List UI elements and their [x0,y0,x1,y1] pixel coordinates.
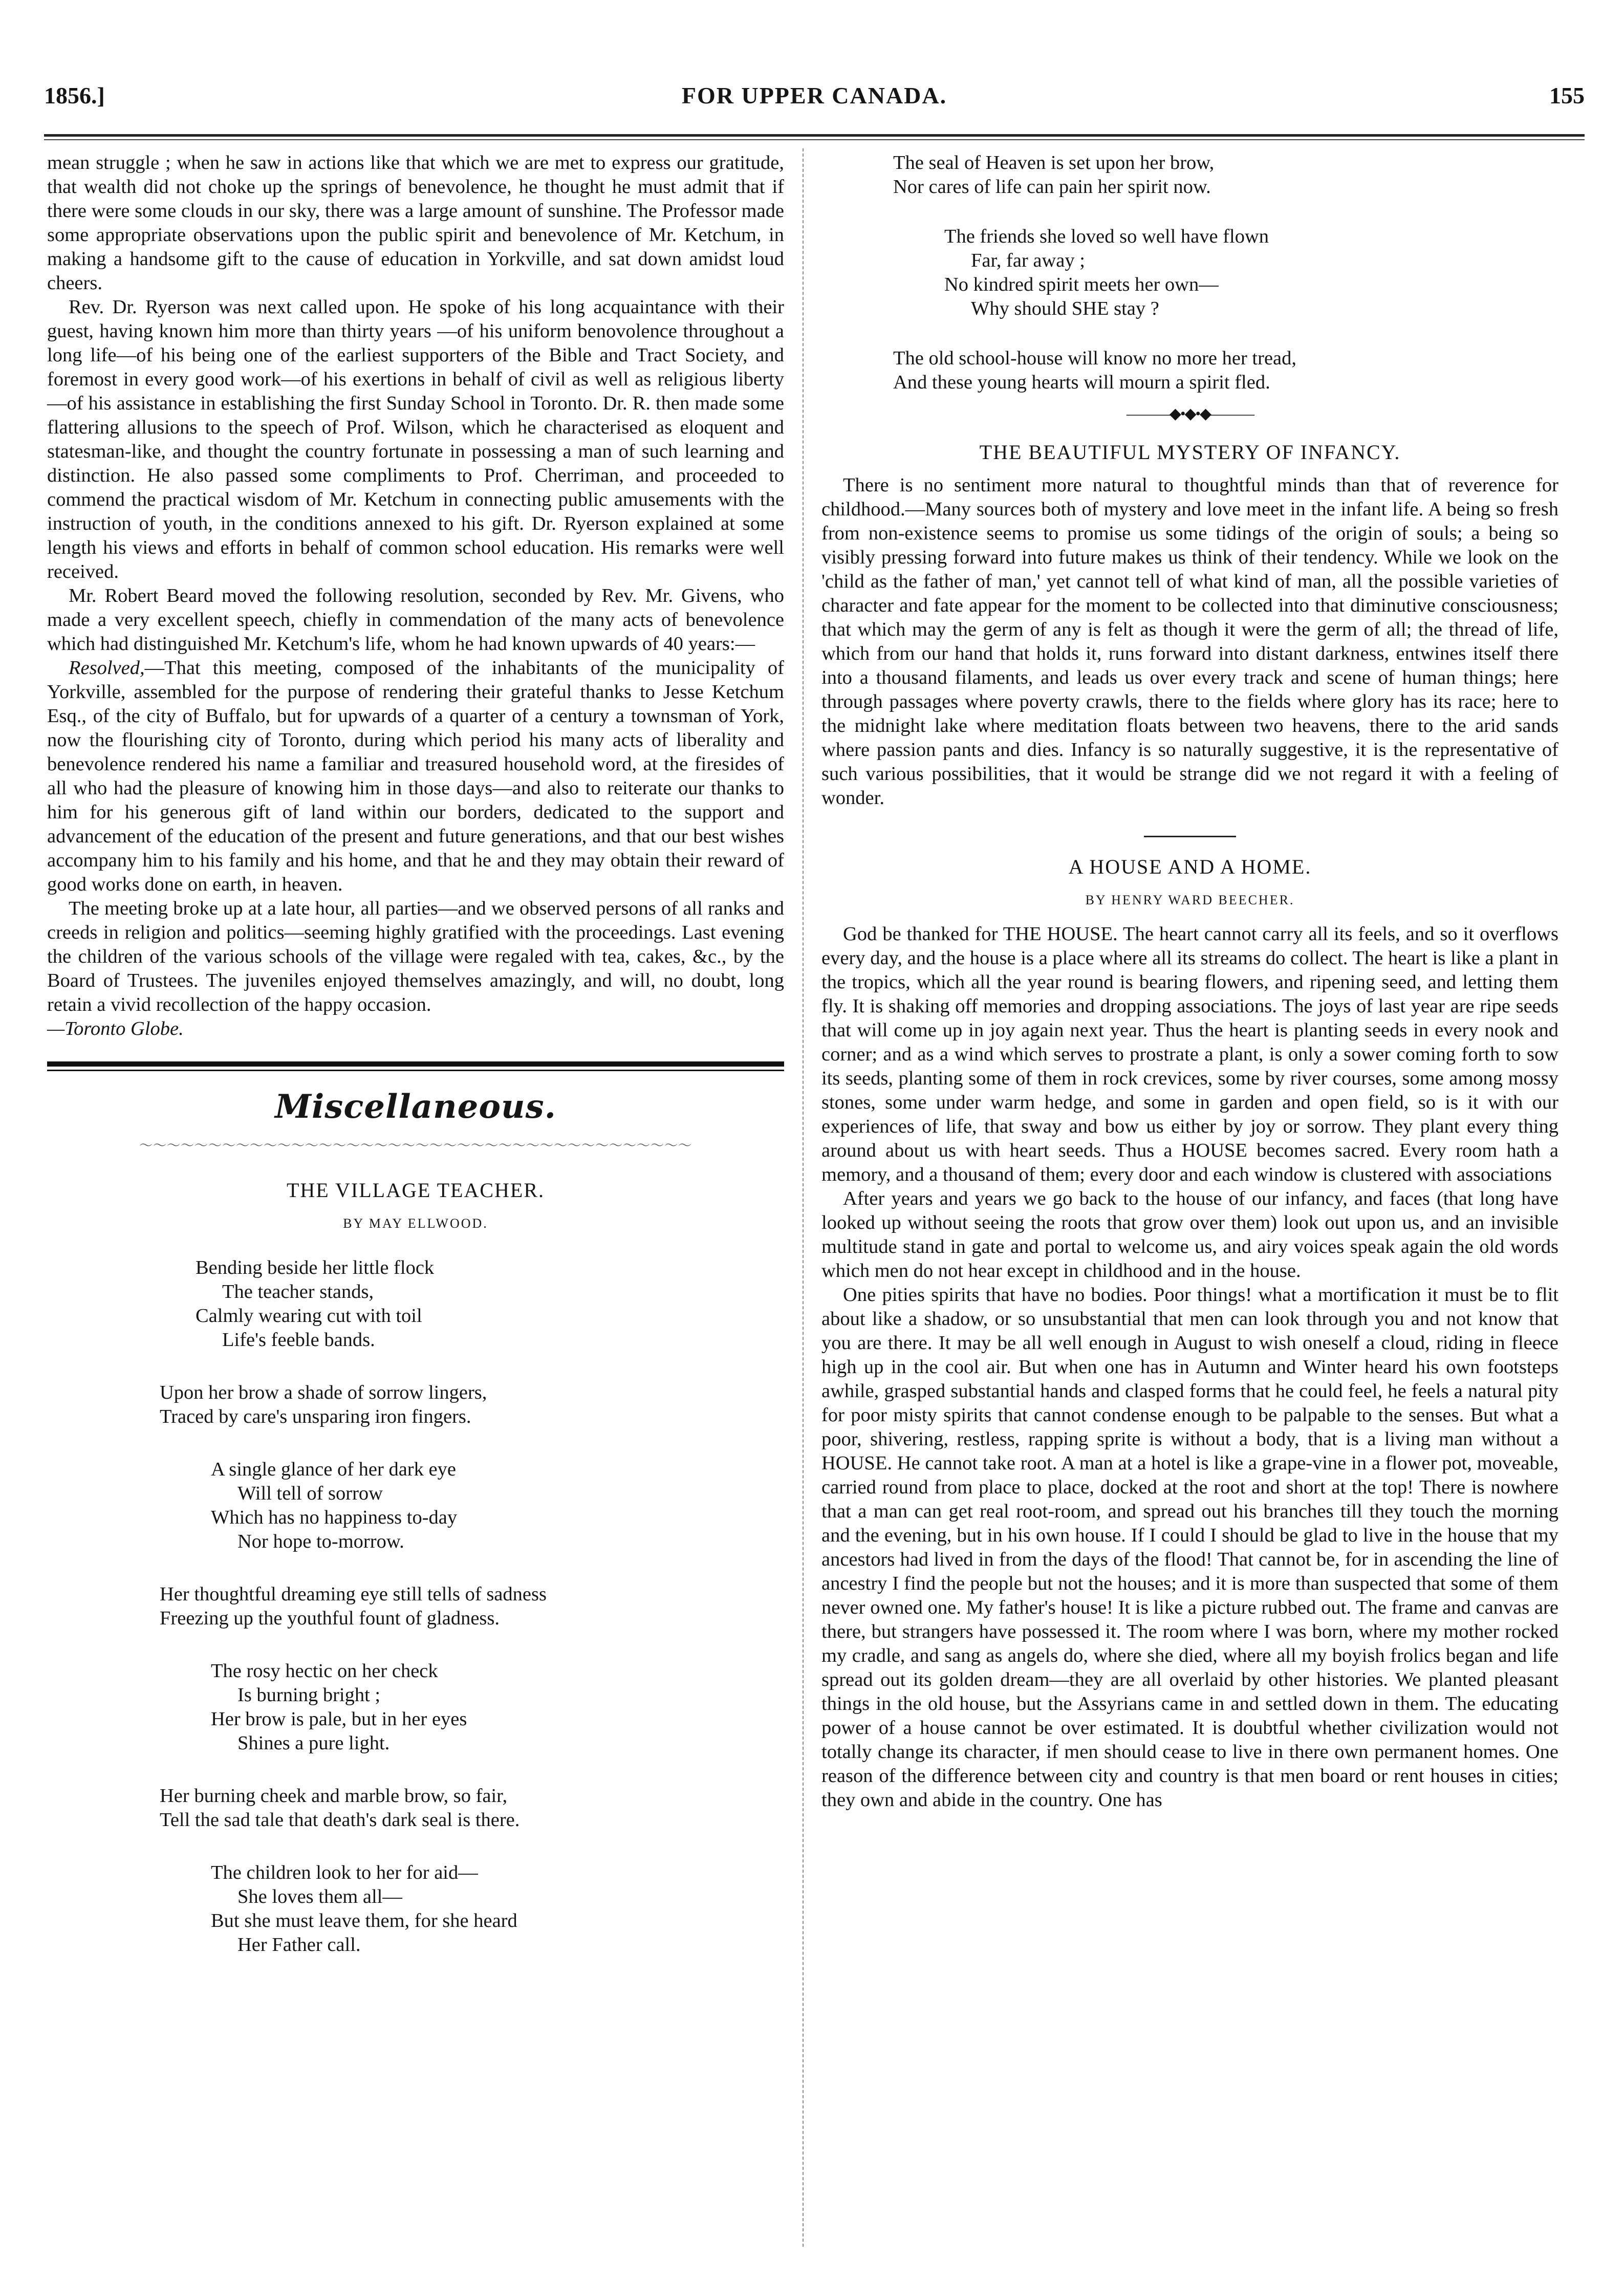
poem-line: Tell the sad tale that death's dark seal is there. [160,1809,520,1831]
poem-line: Her thoughtful dreaming eye still tells of sadness [160,1583,547,1605]
paragraph: Rev. Dr. Ryerson was next called upon. He spoke of his long acquaintance with their guest, having known him more than thirty years —of his uniform benovolence throughout a long life—of his being one of the earliest supporters of the Bible and Tract Society, and foremost in every good work—of his exertions in behalf of civil as well as religious liberty—of his assistance in establishing the first Sunday School in Toronto. Dr. R. then made some flattering allusions to the speech of Prof. Wilson, which he characterised as eloquent and statesman-like, and thought the country fortunate in possessing a man of such learning and distinction. He also passed some compliments to Prof. Cherriman, and proceeded to commend the practical wisdom of Mr. Ketchum in connecting public amusements with the instruction of youth, in the conditions annexed to his gift. Dr. Ryerson explained at some length his views and efforts in behalf of common school education. His remarks were well received. [47,296,784,582]
poem-line: The rosy hectic on her check [211,1660,438,1682]
infancy-title: THE BEAUTIFUL MYSTERY OF INFANCY. [979,441,1401,464]
poem-title: THE VILLAGE TEACHER. [286,1179,545,1202]
poem-line: She loves them all— [237,1886,402,1907]
resolution-paragraph [47,656,784,897]
poem-stanza [211,1659,784,1755]
poem-line: Nor hope to-morrow. [237,1531,404,1552]
poem-line: Why should SHE stay ? [971,298,1159,319]
poem-line: Will tell of sorrow [237,1483,383,1504]
poem-stanza [893,346,1558,395]
poem-line: Freezing up the youthful fount of gladness. [160,1608,500,1629]
poem-stanza [160,1784,784,1832]
poem-byline: BY MAY ELLWOOD. [343,1216,488,1231]
poem-line: No kindred spirit meets her own— [944,274,1219,295]
poem-line: Bending beside her little flock [196,1257,435,1278]
column-divider [803,148,804,2247]
poem-line: Traced by care's unsparing iron fingers. [160,1406,471,1427]
poem-line: Her brow is pale, but in her eyes [211,1708,467,1730]
right-column [821,151,1558,1812]
header-title: FOR UPPER CANADA. [681,82,947,108]
header-rule [44,134,1585,137]
poem-line: The children look to her for aid— [211,1862,478,1883]
poem-line: Nor cares of life can pain her spirit now. [893,176,1211,198]
house-byline: BY HENRY WARD BEECHER. [1085,893,1295,907]
paragraph-text: The meeting broke up at a late hour, all parties—and we observed persons of all ranks and creeds in religion and politics—seeming highly gratified with the proceedings. Last evening the children of the various schools of the village were regaled with tea, cakes, &c., by the Board of Trustees. The juveniles enjoyed themselves amazingly, and will, no doubt, long retain a vivid recollection of the happy occasion. [47,898,784,1015]
poem-line: Her burning cheek and marble brow, so fair, [160,1785,508,1807]
section-rule-thin [47,1070,784,1071]
left-column [47,151,784,1957]
poem-stanza [196,1256,784,1352]
header-year: 1856.] [44,82,105,108]
running-header [44,82,1585,118]
poem-line: The teacher stands, [222,1281,374,1302]
poem-line: Far, far away ; [971,250,1085,271]
resolution-text: —That this meeting, composed of the inhabitants of the municipality of Yorkville, assembled for the purpose of rendering their grateful thanks to Jesse Ketchum Esq., of the city of Buffalo, but for upwards of a quarter of a century a townsman of York, now the flourishing city of Toronto, during which period his many acts of liberality and benevolence rendered his name a familiar and treasured household word, at the firesides of all who had the pleasure of knowing him in those days—and also to reiterate our thanks to him for his generous gift of land within our borders, dedicated to the support and advancement of the education of the present and future generations, and that our best wishes accompany him to his family and his home, and that he and they may obtain their reward of good works done on earth, in heaven. [47,657,784,895]
paragraph: mean struggle ; when he saw in actions like that which we are met to express our gratitude, that wealth did not choke up the springs of benevolence, he thought he must admit that if there were some clouds in our sky, there was a large amount of sunshine. The Professor made some appropriate observations upon the public spirit and benevolence of Mr. Ketchum, in making a handsome gift to the cause of education in Yorkville, and sat down amidst loud cheers. [47,152,784,294]
source-credit: —Toronto Globe. [47,1018,184,1039]
short-rule [1144,836,1236,837]
poem-line: But she must leave them, for she heard [211,1910,517,1931]
poem-stanza [211,1861,784,1957]
ornament-divider: ———◆•◆•◆——— [1126,405,1254,422]
paragraph: Mr. Robert Beard moved the following resolution, seconded by Rev. Mr. Givens, who made a very excellent speech, chiefly in commendation of the many acts of benevolence which had distinguished Mr. Ketchum's life, whom he had known upwards of 40 years:— [47,585,784,655]
poem-line: Upon her brow a shade of sorrow lingers, [160,1382,487,1403]
poem-line: The friends she loved so well have flown [944,226,1269,247]
paragraph: God be thanked for THE HOUSE. The heart cannot carry all its feels, and so it overflows every day, and the house is a place where all its streams do collect. The heart is like a plant in the tropics, which all the year round is bearing flowers, and ripening seed, and letting them fly. It is shaking off memories and dropping associations. The joys of last year are ripe seeds that will come up in joy again next year. Thus the heart is planting seeds in every nook and corner; and as a wind which serves to prostrate a plant, is only a sower coming forth to sow its seeds, planting some of them in rock crevices, some by river courses, some among mossy stones, some under warm hedge, and some in garden and open field, so is it with our experiences of life, that sway and bow us either by joy or sorrow. They plant every thing around about us with heart seeds. Thus a HOUSE becomes sacred. Every room hath a memory, and a thousand of them; every door and each window is clustered with associations [821,923,1558,1185]
section-rule-thick [47,1061,784,1067]
poem-stanza [160,1381,784,1429]
house-title: A HOUSE AND A HOME. [1068,855,1312,878]
paragraph [47,897,784,1041]
poem-line: A single glance of her dark eye [211,1459,456,1480]
poem-line: Shines a pure light. [237,1732,390,1754]
page-number: 155 [1549,82,1585,108]
poem-line: Which has no happiness to-day [211,1507,458,1528]
paragraph: After years and years we go back to the house of our infancy, and faces (that long have looked up without seeing the roots that grow over them) look out upon us, and an invisible multitude stand in gate and portal to welcome us, and airy voices speak again the old words which men do not hear except in childhood and in the house. [821,1188,1558,1282]
poem-line: Calmly wearing cut with toil [196,1305,422,1327]
poem-line: And these young hearts will mourn a spirit fled. [893,372,1270,393]
poem-line: The seal of Heaven is set upon her brow, [893,152,1215,173]
poem-stanza [944,225,1558,321]
miscellaneous-heading: Miscellaneous. [275,1088,556,1126]
paragraph: There is no sentiment more natural to thoughtful minds than that of reverence for childhood.—Many sources both of mystery and love meet in the infant life. A being so fresh from non-existence seems to promise us some tidings of the origin of souls; a being so visibly pressing forward into future makes us think of their tendency. While we look on the 'child as the father of man,' yet cannot tell of what kind of man, all the possible varieties of character and fate appear for the moment to be collected into that diminutive consciousness; that which may the germ of any is felt as though it were the germ of all; the thread of life, which from our hand that holds it, runs forward into distant darkness, entwines itself there into a thousand filaments, and leads us over every track and scene of human things; here through passages where poverty crawls, there to the fields where glory has its race; here to the midnight lake where meditation floats between two heavens, there to the arid sands where passion pants and dies. Infancy is so naturally suggestive, it is the representative of such various possibilities, that it would be strange did we not regard it with a feeling of wonder. [821,474,1558,809]
header-rule-thin [44,139,1585,140]
poem-line: The old school-house will know no more her tread, [893,348,1296,369]
paragraph: One pities spirits that have no bodies. Poor things! what a mortification it must be to flit about like a shadow, or so unsubstantial that men can look through you and not know that you are there. It may be all well enough in August to wish oneself a cloud, riding in fleece high up in the cool air. But when one has in Autumn and Winter heard his own footsteps awhile, grasped substantial hands and clasped forms that he could feel, he feels a natural pity for poor misty spirits that cannot condense enough to be palpable to the senses. But what a poor, shivering, restless, rapping sprite is without a body, that is a living man without a HOUSE. He cannot take root. A man at a hotel is like a grape-vine in a flower pot, moveable, carried round from place to place, docked at the root and short at the top! There is nowhere that a man can get real root-room, and spread out his branches till they touch the morning and the evening, but in his own house. If I could I should be glad to live in the house that my ancestors had lived in from the days of the flood! That cannot be, for in ascending the line of ancestry I find the people but not the houses; and it is more than suspected that some of them never owned one. My father's house! It is like a picture rubbed out. The frame and canvas are there, but strangers have possessed it. The room where I was born, where my mother rocked my cradle, and sang as angels do, where she died, where all my boyish frolics began and life spread out its golden dream—they are all overlaid by other histories. We planted pleasant things in the old house, but the Assyrians came in and settled down in them. The educating power of a house cannot be over estimated. It is doubtful whether civilization would not totally change its character, if men should cease to live in there own permanent homes. One reason of the difference between city and country is that men board or rent houses in cities; they own and abide in the country. One has [821,1284,1558,1811]
poem-line: Life's feeble bands. [222,1329,375,1351]
poem-stanza [211,1458,784,1554]
poem-line: Her Father call. [237,1934,361,1956]
resolved-lead: Resolved, [69,657,145,679]
poem-stanza [893,151,1558,199]
wavy-ornament-rule: 〜〜〜〜〜〜〜〜〜〜〜〜〜〜〜〜〜〜〜〜〜〜〜〜〜〜〜〜〜〜〜〜〜〜〜〜〜〜〜〜 [139,1138,692,1153]
poem-line: Is burning bright ; [237,1684,381,1706]
poem-stanza [160,1582,784,1631]
